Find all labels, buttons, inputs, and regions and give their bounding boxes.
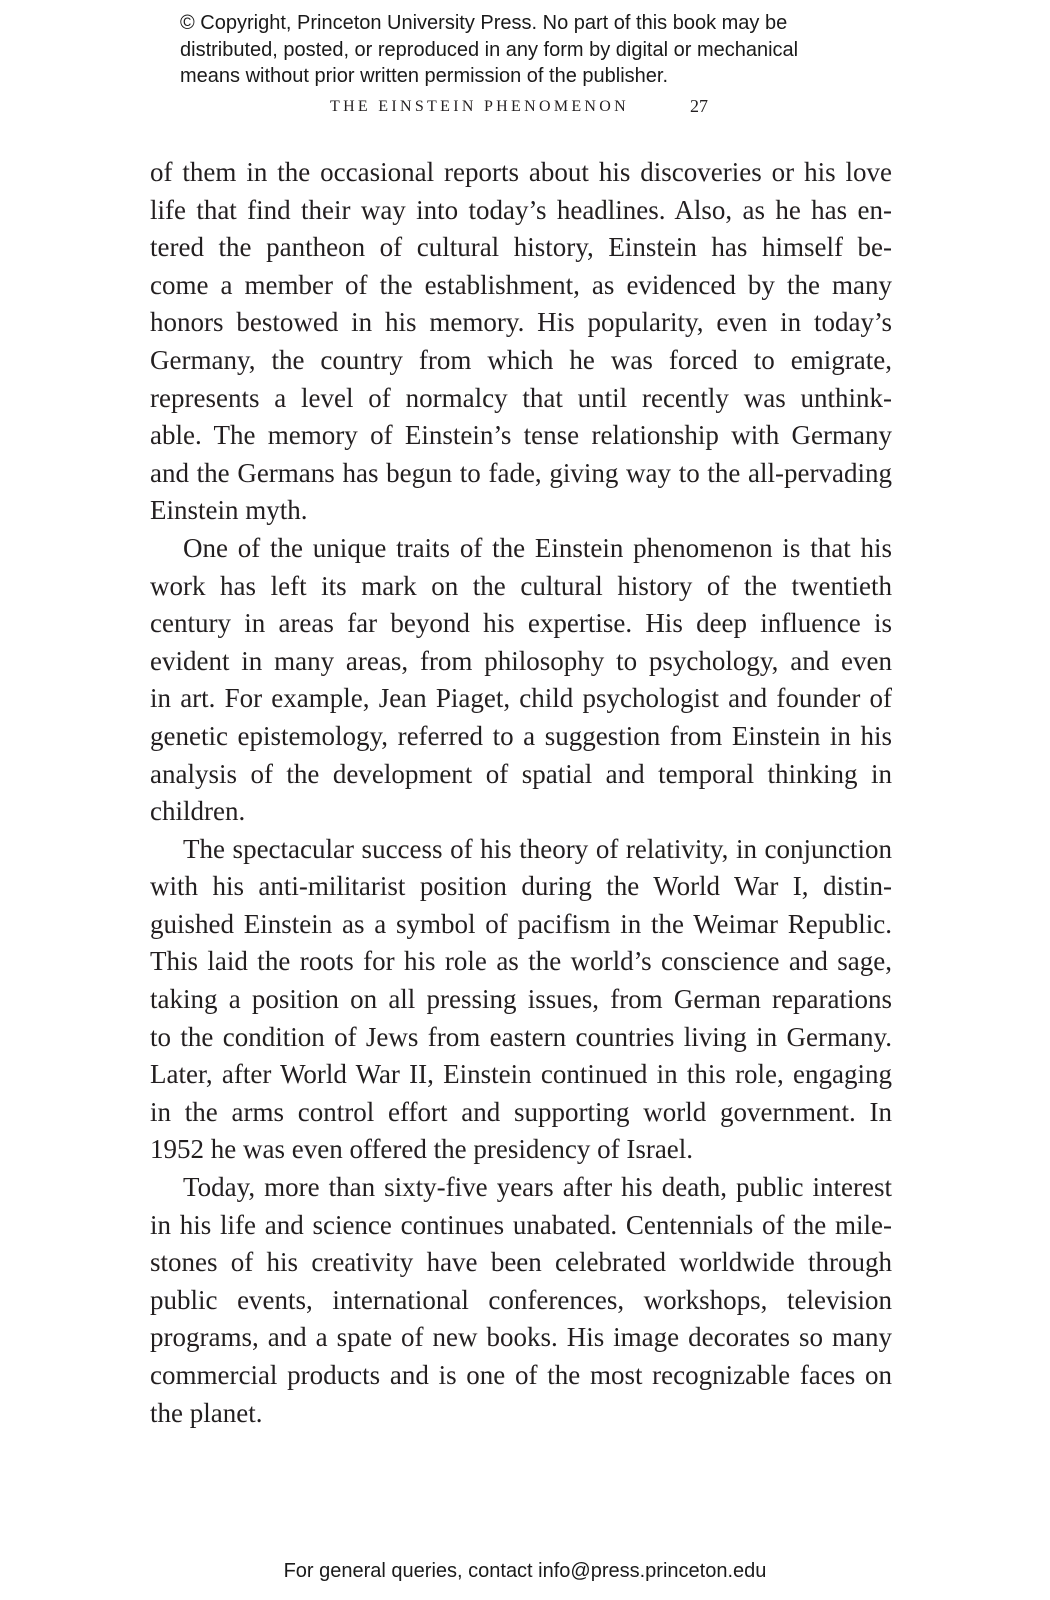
body-text [150, 154, 892, 1432]
text-line: The spectacular success of his theory of relativity, in conjunction [183, 833, 892, 864]
text-line: programs, and a spate of new books. His image decorates so many [150, 1322, 892, 1353]
text-line: analysis of the development of spatial and temporal thinking in [150, 758, 892, 789]
copyright-line: © Copyright, Princeton University Press. No part of this book may be [180, 12, 788, 34]
text-line: children. [150, 796, 246, 827]
running-head: THE EINSTEIN PHENOMENON [330, 98, 629, 115]
text-line: taking a position on all pressing issues, from German reparations [150, 984, 892, 1015]
text-line: guished Einstein as a symbol of pacifism in the Weimar Republic. [150, 908, 892, 939]
text-line: stones of his creativity have been celebrated worldwide through [150, 1247, 892, 1278]
text-line: in his life and science continues unabated. Centennials of the mile- [150, 1209, 892, 1240]
text-line: in the arms control effort and supporting world government. In [150, 1096, 892, 1127]
footer-contact: For general queries, contact info@press.princeton.edu [283, 1560, 767, 1582]
text-line: come a member of the establishment, as evidenced by the many [150, 269, 892, 300]
text-line: century in areas far beyond his expertise. His deep influence is [150, 608, 892, 639]
text-line: the planet. [150, 1397, 263, 1428]
text-line: One of the unique traits of the Einstein phenomenon is that his [183, 532, 892, 563]
text-line: honors bestowed in his memory. His popularity, even in today’s [150, 307, 892, 338]
text-line: in art. For example, Jean Piaget, child psychologist and founder of [150, 683, 892, 714]
text-line: evident in many areas, from philosophy to psychology, and even [150, 645, 892, 676]
text-line: represents a level of normalcy that until recently was unthink- [150, 382, 892, 413]
text-line: of them in the occasional reports about his discoveries or his love [150, 157, 892, 187]
text-line: Later, after World War II, Einstein continued in this role, engaging [150, 1059, 892, 1090]
text-line: commercial products and is one of the most recognizable faces on [150, 1360, 892, 1390]
text-line: work has left its mark on the cultural history of the twentieth [150, 570, 892, 601]
text-line: tered the pantheon of cultural history, Einstein has himself be- [150, 232, 892, 263]
copyright-line: means without prior written permission of the publisher. [180, 65, 669, 87]
text-line: public events, international conferences, workshops, television [150, 1284, 892, 1315]
text-line: with his anti-militarist position during the World War I, distin- [150, 871, 892, 902]
text-line: life that find their way into today’s headlines. Also, as he has en- [150, 194, 892, 225]
text-line: to the condition of Jews from eastern countries living in Germany. [150, 1021, 892, 1052]
text-line: This laid the roots for his role as the world’s conscience and sage, [150, 946, 892, 977]
copyright-notice [180, 10, 900, 90]
text-line: able. The memory of Einstein’s tense relationship with Germany [150, 420, 892, 451]
text-line: 1952 he was even offered the presidency of Israel. [150, 1134, 694, 1165]
page-number: 27 [690, 96, 708, 116]
text-line: Today, more than sixty-five years after his death, public interest [183, 1172, 892, 1203]
copyright-line: distributed, posted, or reproduced in any form by digital or mechanical [180, 38, 799, 61]
text-line: genetic epistemology, referred to a suggestion from Einstein in his [150, 720, 892, 751]
text-line: Einstein myth. [150, 495, 308, 526]
text-line: Germany, the country from which he was forced to emigrate, [150, 344, 892, 375]
text-line: and the Germans has begun to fade, giving way to the all-pervading [150, 457, 892, 488]
